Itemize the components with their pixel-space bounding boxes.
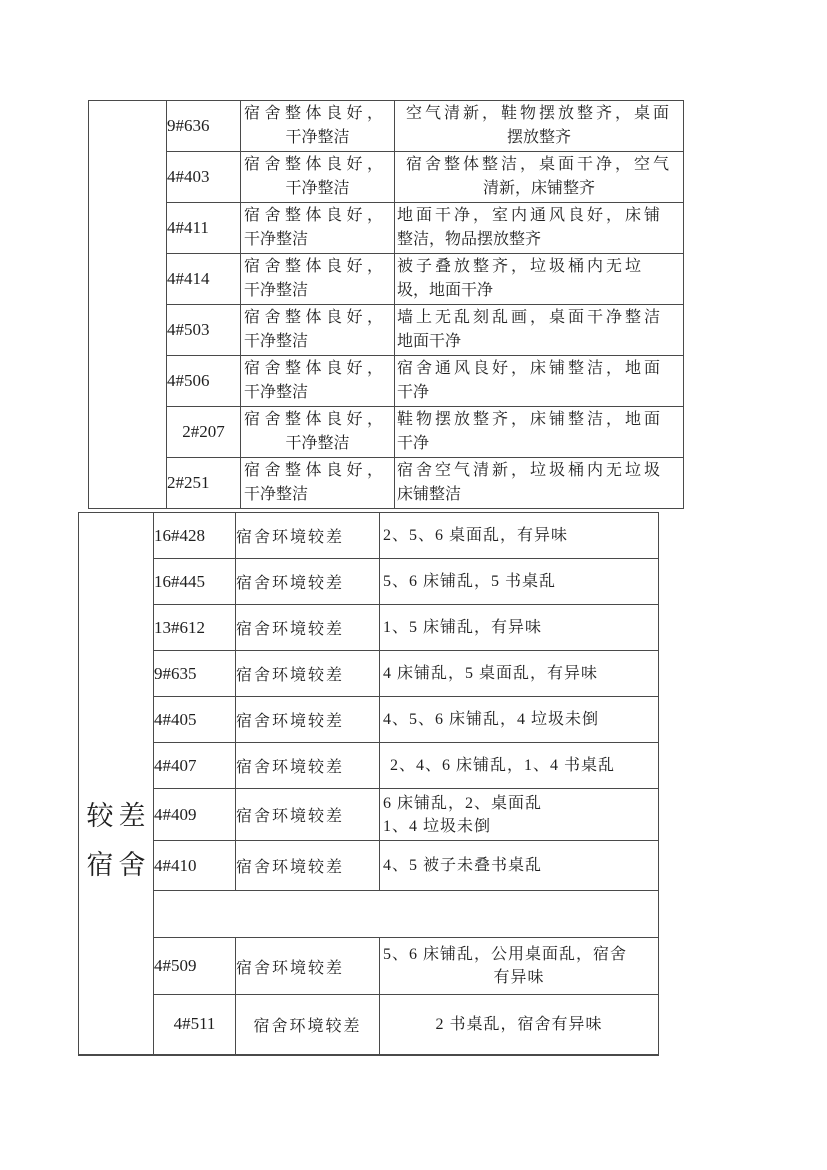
status-line2: 干净整洁 bbox=[244, 333, 309, 350]
status-line1: 宿舍整体良好， bbox=[244, 462, 388, 479]
category-label bbox=[79, 792, 153, 890]
note-line2: 床铺整洁 bbox=[397, 486, 462, 503]
note-line2: 地面干净 bbox=[397, 333, 462, 350]
note-line2: 1、4 垃圾未倒 bbox=[383, 817, 492, 835]
status-line1: 宿舍整体良好， bbox=[244, 156, 388, 173]
note-cell bbox=[380, 995, 659, 1055]
note-cell bbox=[395, 407, 684, 458]
room-number-cell: 4#509 bbox=[154, 938, 236, 995]
status-line2: 干净整洁 bbox=[244, 486, 309, 503]
note-cell bbox=[395, 305, 684, 356]
note-cell bbox=[395, 356, 684, 407]
note-line1: 2 书桌乱，宿舍有异味 bbox=[435, 1015, 603, 1033]
status-cell bbox=[241, 101, 395, 152]
status-cell: 宿舍环境较差 bbox=[236, 841, 380, 891]
note-line1: 2、4、6 床铺乱，1、4 书桌乱 bbox=[390, 757, 616, 774]
table-row bbox=[89, 305, 684, 356]
status-cell: 宿舍环境较差 bbox=[236, 559, 380, 605]
note-cell bbox=[380, 697, 659, 743]
table-row bbox=[79, 513, 659, 559]
note-line1: 1、5 床铺乱，有异味 bbox=[383, 619, 543, 636]
table-row bbox=[79, 605, 659, 651]
table-row bbox=[89, 101, 684, 152]
status-cell: 宿舍环境较差 bbox=[236, 651, 380, 697]
note-line1: 5、6 床铺乱，5 书桌乱 bbox=[383, 573, 557, 590]
status-line1: 宿舍整体良好， bbox=[244, 105, 388, 122]
note-line1: 4 床铺乱，5 桌面乱，有异味 bbox=[383, 665, 599, 682]
table-row bbox=[79, 559, 659, 605]
note-line1: 被子叠放整齐，垃圾桶内无垃 bbox=[397, 258, 645, 275]
room-number-cell: 4#511 bbox=[154, 995, 236, 1055]
status-cell: 宿舍环境较差 bbox=[236, 789, 380, 841]
status-line1: 宿舍整体良好， bbox=[244, 258, 388, 275]
good-category-cell bbox=[89, 101, 167, 509]
status-cell: 宿舍环境较差 bbox=[236, 513, 380, 559]
note-cell bbox=[380, 789, 659, 841]
status-line2: 干净整洁 bbox=[285, 129, 350, 146]
category-label-line1: 较差 bbox=[86, 801, 151, 832]
room-number-cell: 2#251 bbox=[167, 458, 241, 509]
table-row bbox=[89, 356, 684, 407]
status-cell: 宿舍环境较差 bbox=[236, 995, 380, 1055]
note-cell bbox=[395, 203, 684, 254]
good-dorm-table bbox=[88, 100, 684, 509]
room-number-cell: 16#445 bbox=[154, 559, 236, 605]
status-cell: 宿舍环境较差 bbox=[236, 743, 380, 789]
note-line1: 鞋物摆放整齐，床铺整洁，地面 bbox=[397, 411, 664, 428]
table-row bbox=[79, 995, 659, 1055]
room-number-cell: 4#403 bbox=[167, 152, 241, 203]
table-row bbox=[89, 254, 684, 305]
note-line2: 干净 bbox=[397, 435, 430, 452]
note-line1: 宿舍整体整洁，桌面干净，空气 bbox=[405, 156, 672, 173]
room-number-cell: 16#428 bbox=[154, 513, 236, 559]
note-cell bbox=[380, 513, 659, 559]
table-row bbox=[89, 203, 684, 254]
status-cell: 宿舍环境较差 bbox=[236, 697, 380, 743]
note-cell bbox=[395, 152, 684, 203]
room-number-cell: 4#407 bbox=[154, 743, 236, 789]
table-row bbox=[79, 651, 659, 697]
status-cell: 宿舍环境较差 bbox=[236, 605, 380, 651]
room-number-cell: 2#207 bbox=[167, 407, 241, 458]
room-number-cell: 4#503 bbox=[167, 305, 241, 356]
note-line1: 宿舍通风良好，床铺整洁，地面 bbox=[397, 360, 664, 377]
note-line2: 圾，地面干净 bbox=[397, 282, 494, 299]
table-row bbox=[79, 841, 659, 891]
table-row bbox=[89, 407, 684, 458]
status-cell: 宿舍环境较差 bbox=[236, 938, 380, 995]
note-cell bbox=[395, 254, 684, 305]
note-cell bbox=[395, 101, 684, 152]
table-row bbox=[79, 938, 659, 995]
note-line1: 宿舍空气清新，垃圾桶内无垃圾 bbox=[397, 462, 664, 479]
note-line1: 空气清新，鞋物摆放整齐，桌面 bbox=[405, 105, 672, 122]
room-number-cell: 4#411 bbox=[167, 203, 241, 254]
table-row bbox=[79, 789, 659, 841]
room-number-cell: 4#405 bbox=[154, 697, 236, 743]
table-row bbox=[89, 458, 684, 509]
status-line2: 干净整洁 bbox=[285, 435, 350, 452]
note-cell bbox=[380, 559, 659, 605]
note-line2: 干净 bbox=[397, 384, 430, 401]
note-line2: 有异味 bbox=[493, 969, 545, 986]
status-line1: 宿舍整体良好， bbox=[244, 309, 388, 326]
note-cell bbox=[380, 841, 659, 891]
status-line2: 干净整洁 bbox=[244, 282, 309, 299]
status-line1: 宿舍整体良好， bbox=[244, 411, 388, 428]
note-cell bbox=[395, 458, 684, 509]
room-number-cell: 9#636 bbox=[167, 101, 241, 152]
status-cell bbox=[241, 305, 395, 356]
note-cell bbox=[380, 743, 659, 789]
table-row bbox=[79, 697, 659, 743]
note-line1: 2、5、6 桌面乱，有异味 bbox=[383, 527, 569, 544]
table-row-empty bbox=[79, 891, 659, 938]
room-number-cell: 4#409 bbox=[154, 789, 236, 841]
note-line1: 5、6 床铺乱，公用桌面乱，宿舍 bbox=[383, 946, 628, 963]
status-cell bbox=[241, 254, 395, 305]
room-number-cell: 13#612 bbox=[154, 605, 236, 651]
status-line1: 宿舍整体良好， bbox=[244, 360, 388, 377]
status-line2: 干净整洁 bbox=[244, 231, 309, 248]
note-line1: 墙上无乱刻乱画，桌面干净整洁 bbox=[397, 309, 664, 326]
note-line1: 4、5、6 床铺乱，4 垃圾未倒 bbox=[383, 711, 600, 728]
note-line1: 6 床铺乱，2、桌面乱 bbox=[383, 794, 543, 812]
empty-spacer-cell bbox=[154, 891, 659, 938]
note-line2: 整洁，物品摆放整齐 bbox=[397, 231, 542, 248]
status-cell bbox=[241, 203, 395, 254]
note-cell bbox=[380, 605, 659, 651]
table-row bbox=[79, 743, 659, 789]
note-line1: 4、5 被子未叠书桌乱 bbox=[383, 857, 543, 874]
status-cell bbox=[241, 152, 395, 203]
room-number-cell: 4#414 bbox=[167, 254, 241, 305]
room-number-cell: 4#410 bbox=[154, 841, 236, 891]
room-number-cell: 9#635 bbox=[154, 651, 236, 697]
note-line1: 地面干净，室内通风良好，床铺 bbox=[397, 207, 664, 224]
note-line2: 摆放整齐 bbox=[506, 129, 571, 146]
note-cell bbox=[380, 651, 659, 697]
note-line2: 清新，床铺整齐 bbox=[482, 180, 595, 197]
status-line2: 干净整洁 bbox=[285, 180, 350, 197]
status-cell bbox=[241, 407, 395, 458]
note-cell bbox=[380, 938, 659, 995]
room-number-cell: 4#506 bbox=[167, 356, 241, 407]
bad-category-cell bbox=[79, 513, 154, 1055]
status-cell bbox=[241, 356, 395, 407]
bad-dorm-table bbox=[78, 512, 659, 1056]
status-line1: 宿舍整体良好， bbox=[244, 207, 388, 224]
status-line2: 干净整洁 bbox=[244, 384, 309, 401]
status-cell bbox=[241, 458, 395, 509]
table-row bbox=[89, 152, 684, 203]
category-label-line2: 宿舍 bbox=[86, 850, 151, 881]
